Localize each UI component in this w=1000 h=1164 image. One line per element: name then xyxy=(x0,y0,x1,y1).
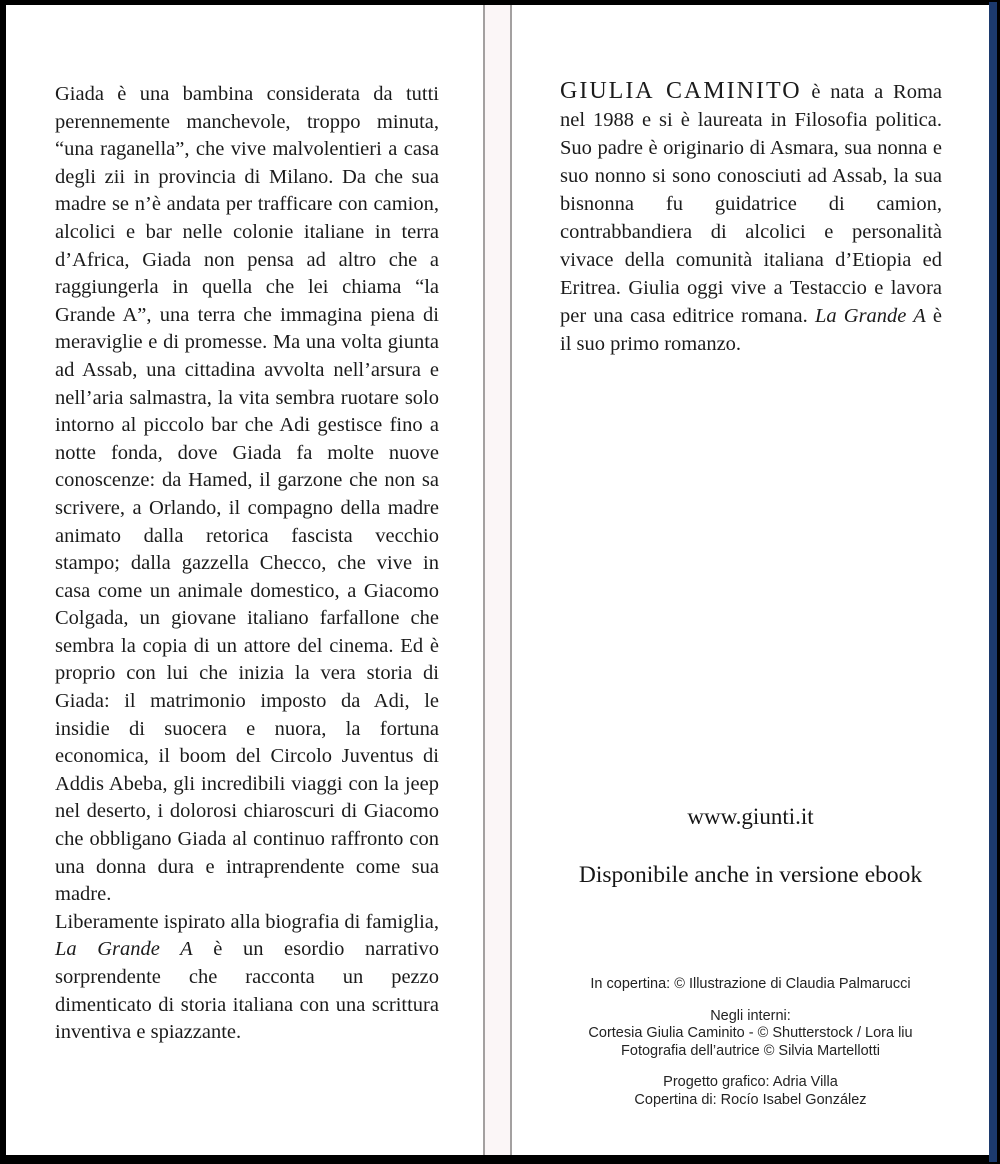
author-name: GIULIA CAMINITO xyxy=(560,78,802,104)
interiors-credit-heading: Negli interni: xyxy=(710,1007,791,1024)
interiors-credit-line-1: Cortesia Giulia Caminito - © Shutterstock / Lora liu xyxy=(588,1025,913,1041)
synopsis-paragraph-2-rest: è un esordio narrativo sorprendente che racconta un pezzo dimenticato di storia italiana con una scrittura inventiva e spiazzante. xyxy=(55,938,439,1044)
right-flap-page xyxy=(512,5,989,1155)
credits-block xyxy=(512,976,989,1123)
author-bio-block xyxy=(560,77,942,358)
ebook-availability-note: Disponibile anche in versione ebook xyxy=(578,862,923,888)
cover-designer-credit: Copertina di: Rocío Isabel González xyxy=(634,1091,867,1108)
cover-edge-strip xyxy=(989,2,997,1162)
interiors-credit-line-2: Fotografia dell’autrice © Silvia Martellotti xyxy=(621,1042,880,1059)
cover-illustration-credit: In copertina: © Illustrazione di Claudia Palmarucci xyxy=(590,976,911,992)
publisher-website: www.giunti.it xyxy=(687,804,814,829)
synopsis-text-block xyxy=(55,81,439,1047)
author-bio-paragraph xyxy=(560,77,942,358)
author-bio-text: è nata a Roma nel 1988 e si è laureata in Filosofia politica. Suo padre è originario di Asmara, sua nonna e suo nonno si sono conosciuti ad Assab, la sua bisnonna fu guidatrice di camion, contrabbandiera di alcolici e personalità vivace della comunità italiana d’Etiopia ed Eritrea. Giulia oggi vive a Testaccio e lavora per una casa editrice romana. xyxy=(560,81,943,327)
synopsis-paragraph-2 xyxy=(55,909,439,1047)
graphic-design-credit: Progetto grafico: Adria Villa xyxy=(663,1074,838,1090)
flap-fold-gutter xyxy=(483,5,512,1155)
synopsis-paragraph-2-lead: Liberamente ispirato alla biografia di famiglia, xyxy=(55,910,439,933)
book-title-italic-bio: La Grande A xyxy=(814,305,926,327)
left-flap-page xyxy=(6,5,483,1155)
synopsis-paragraph-1: Giada è una bambina considerata da tutti perennemente manchevole, troppo minuta, “una raganella”, che vive malvolentieri a casa degli zii in provincia di Milano. Da che sua madre se n’è andata per trafficare con camion, alcolici e bar nelle colonie italiane in terra d’Africa, Giada non pensa ad altro che a raggiungerla in quella che lei chiama “la Grande A”, una terra che immagina piena di meraviglie e di promesse. Ma una volta giunta ad Assab, una cittadina avvolta nell’arsura e nell’aria salmastra, la vita sembra ruotare solo intorno al piccolo bar che Adi gestisce fino a notte fonda, dove Giada fa molte nuove conoscenze: da Hamed, il garzone che non sa scrivere, a Orlando, il compagno della madre animato dalla retorica fascista vecchio stampo; dalla gazzella Checco, che vive in casa come un animale domestico, a Giacomo Colgada, un giovane italiano farfallone che sembra la copia di un attore del cinema. Ed è proprio con lui che inizia la vera storia di Giada: il matrimonio imposto da Adi, le insidie di suocera e nuora, la fortuna economica, il boom del Circolo Juventus di Addis Abeba, gli incredibili viaggi con la jeep nel deserto, i dolorosi chiaroscuri di Giacomo che obbligano Giada al continuo raffronto con una donna dura e intraprendente come sua madre. xyxy=(55,83,439,906)
author-bio-ending: è il suo primo romanzo. xyxy=(560,305,943,355)
book-title-italic: La Grande A xyxy=(55,938,193,961)
